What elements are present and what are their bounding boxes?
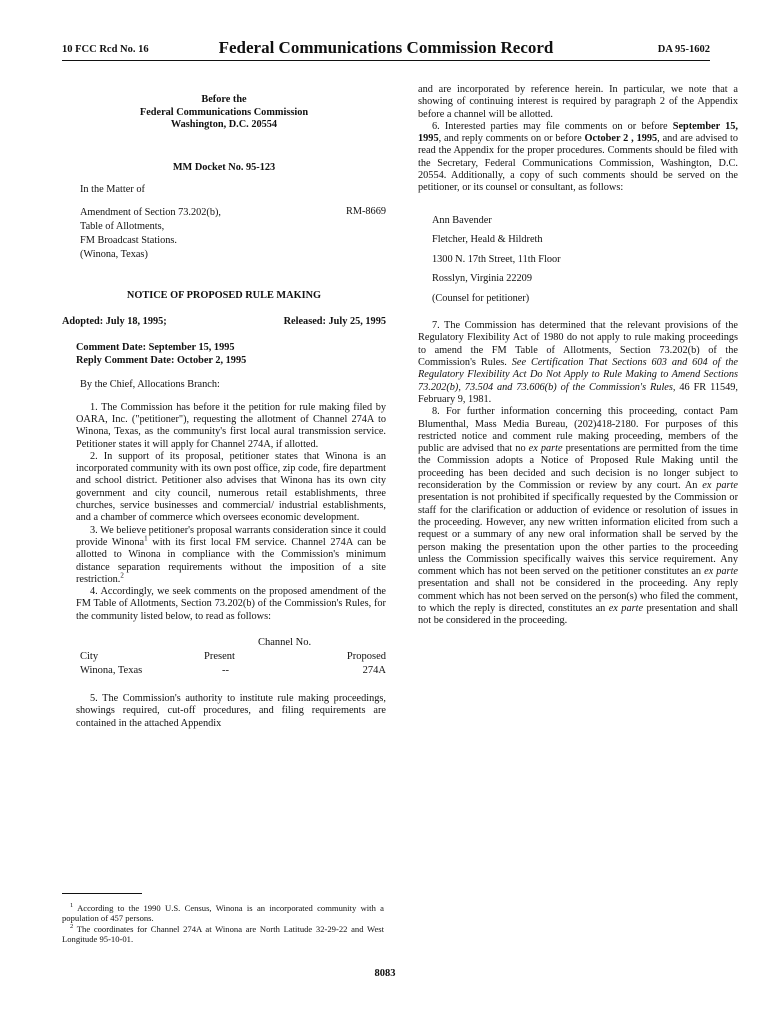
released-date: Released: July 25, 1995 — [283, 316, 386, 328]
reply-deadline: October 2 , 1995 — [584, 133, 658, 145]
address-line-4: Rosslyn, Virginia 22209 — [432, 273, 532, 285]
caption-line-1: Amendment of Section 73.202(b), — [80, 207, 221, 219]
table-col-city: City — [80, 651, 99, 663]
before-block — [62, 94, 386, 132]
table-col-present: Present — [204, 651, 235, 663]
notice-title: NOTICE OF PROPOSED RULE MAKING — [126, 290, 322, 302]
comment-dates — [76, 342, 386, 367]
footnote-ref-1: 1 — [144, 534, 148, 543]
comment-date: Comment Date: September 15, 1995 — [76, 342, 235, 354]
header-volume: 10 FCC Rcd No. 16 — [62, 44, 149, 55]
address-line-2: Fletcher, Heald & Hildreth — [432, 234, 543, 246]
matter-label: In the Matter of — [80, 183, 145, 195]
adopted-date: Adopted: July 18, 1995; — [62, 316, 167, 328]
paragraph-1: 1. The Commission has before it the petition for rule making filed by OARA, Inc. ("petitioner"), requesting the allotment of Channel 274A to Winona, Texas, as the community's first local aural transmission service. Petitioner states it will apply for Channel 274A, if allotted. — [76, 401, 386, 450]
dates-row — [62, 316, 386, 330]
paragraph-2: 2. In support of its proposal, petitioner states that Winona is an incorporated community with its own post office, zip code, fire department and school district. Petitioner also advises that Winona has its own city government and city council, numerous retail establishments, three churches, service businesses and commercial/ industrial establishments, and a chamber of commerce which oversees economic development. — [76, 450, 386, 524]
footnotes — [62, 903, 384, 944]
header-docket-id: DA 95-1602 — [657, 44, 710, 55]
page-number: 8083 — [374, 968, 396, 979]
left-column — [62, 84, 386, 730]
allotment-table — [76, 637, 386, 683]
caption-line-3: FM Broadcast Stations. — [80, 235, 177, 247]
before-line-2: Federal Communications Commission — [139, 106, 309, 118]
footnote-2: $^2$ The coordinates for Channel 274A at Winona are North Latitude 32-29-22 and West Longitude 95-10-01. — [62, 922, 384, 944]
right-column — [418, 84, 738, 628]
case-caption — [76, 206, 386, 284]
service-address — [432, 211, 738, 309]
footnote-ref-2: 2 — [120, 571, 124, 580]
address-line-1: Ann Bavender — [432, 214, 492, 226]
table-cell-city: Winona, Texas — [80, 665, 143, 677]
reply-comment-date: Reply Comment Date: October 2, 1995 — [76, 354, 247, 366]
comment-deadline: September 15, 1995 — [418, 120, 738, 145]
footnote-1: $^1$ According to the 1990 U.S. Census, Winona is an incorporated community with a population of 457 persons. — [62, 902, 384, 924]
certification-citation: See Certification That Sections 603 and 604 of the Regulatory Flexibility Act Do Not Apply to Rule Making to Amend Sections 73.202(b), 73.504 and 73.606(b) of the Commission's Rules, — [418, 357, 738, 393]
paragraph-8: 8. For further information concerning this proceeding, contact Pam Blumenthal, Mass Media Bureau, (202)418-2180. For purposes of this restricted notice and comment rule making proceeding, members of the public are advised that no ex parte presentations are permitted from the time the Commission adopts a Notice of Proposed Rule Making until the proceeding has been decided and such decision is no longer subject to reconsideration by the Commission or review by any court. An ex parte presentation is not prohibited if specifically requested by the Commission or staff for the clarification or adduction of evidence or resolution of issues in the proceeding. However, any new written information elicited from such a request or a summary of any new oral information shall be served by the person making the presentation upon the other parties to the proceeding unless the Commission specifically waives this service requirement. Any comment which has not been served on the petitioner constitutes an ex parte presentation and shall not be considered in the proceeding. Any reply comment which has not been served on the person(s) who filed the comment, to which the reply is directed, constitutes an ex parte presentation and shall not be considered in the proceeding. — [418, 406, 738, 627]
before-line-3: Washington, D.C. 20554 — [170, 119, 278, 130]
paragraph-3: 3. We believe petitioner's proposal warrants consideration since it could provide Winona$^1$ with its first local FM service. Channel 274A can be allotted to Winona in compliance with the Commission's minimum distance separation requirements without the imposition of a site restriction.$^2$ — [76, 524, 386, 585]
table-col-proposed: Proposed — [346, 651, 386, 663]
paragraph-6: 6. Interested parties may file comments on or before September 15, 1995, and reply comments on or before October 2 , 1995, and are advised to read the Appendix for the proper procedures. Comments should be filed with the Secretary, Federal Communications Commission, Washington, D.C. 20554. Additionally, a copy of such comments should be served on the petitioner, or its counsel or consultant, as follows: — [418, 120, 738, 194]
footnote-divider — [62, 893, 142, 894]
paragraph-4: 4. Accordingly, we seek comments on the proposed amendment of the FM Table of Allotments, Section 73.202(b) of the Commission's Rules, for the community listed below, to read as follows: — [76, 586, 386, 622]
table-group-header: Channel No. — [258, 637, 312, 649]
table-cell-present: -- — [222, 665, 229, 677]
table-cell-proposed: 274A — [362, 665, 386, 677]
docket-number: MM Docket No. 95-123 — [172, 161, 276, 173]
caption-line-2: Table of Allotments, — [80, 221, 165, 233]
caption-line-4: (Winona, Texas) — [80, 249, 148, 261]
by-line: By the Chief, Allocations Branch: — [80, 379, 220, 391]
running-header — [62, 38, 710, 61]
paragraph-7: 7. The Commission has determined that the relevant provisions of the Regulatory Flexibility Act of 1980 do not apply to rule making proceedings to amend the FM Table of Allotments, Section 73.202(b) of the Commission's Rules. See Certification That Sections 603 and 604 of the Regulatory Flexibility Act Do Not Apply to Rule Making to Amend Sections 73.202(b), 73.504 and 73.606(b) of the Commission's Rules, 46 FR 11549, February 9, 1981. — [418, 320, 738, 405]
paragraph-5-continued: and are incorporated by reference herein. In particular, we note that a showing of continuing interest is required by paragraph 2 of the Appendix before a channel will be allotted. — [418, 84, 738, 120]
rm-number: RM-8669 — [345, 206, 386, 218]
caption-lines — [80, 206, 320, 262]
address-line-5: (Counsel for petitioner) — [432, 292, 530, 304]
before-line-1: Before the — [201, 94, 247, 105]
address-line-3: 1300 N. 17th Street, 11th Floor — [432, 253, 561, 265]
paragraph-5: 5. The Commission's authority to institute rule making proceedings, showings required, cut-off procedures, and filing requirements are contained in the attached Appendix — [76, 693, 386, 729]
header-title: Federal Communications Commission Record — [218, 38, 554, 57]
